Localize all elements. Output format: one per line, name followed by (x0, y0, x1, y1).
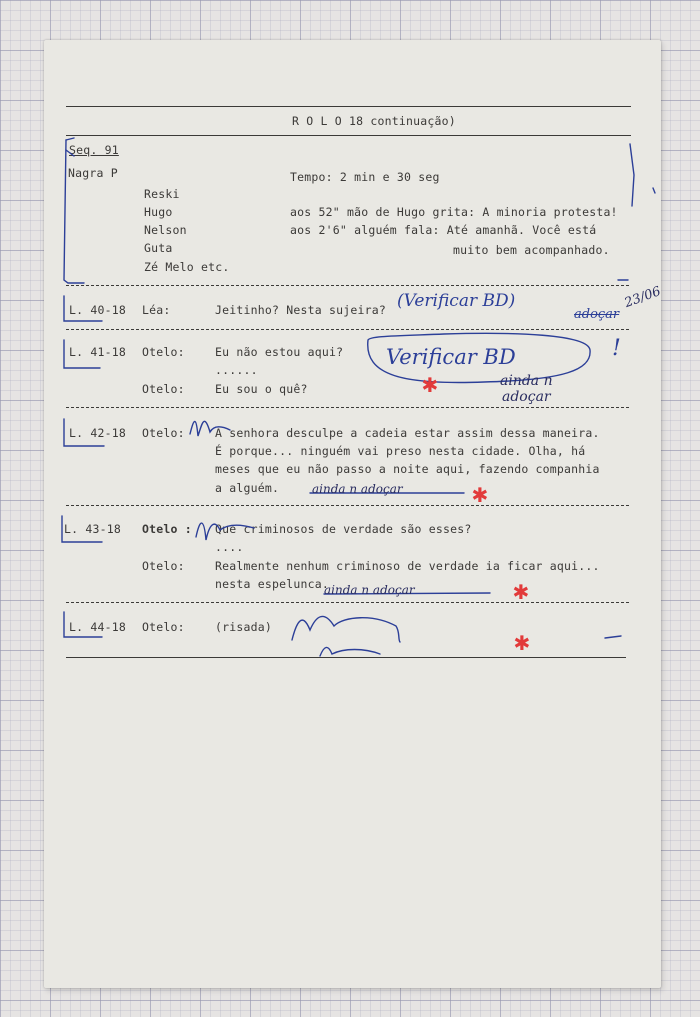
handwritten-note: adoçar (502, 389, 551, 405)
dialogue-text: a alguém. (215, 481, 280, 495)
line-id: L. 44-18 (69, 620, 126, 634)
speaker: Otelo : (142, 522, 192, 536)
cast-member: Zé Melo etc. (144, 260, 230, 274)
speaker: Otelo: (142, 382, 185, 396)
handwritten-note: Verificar BD (386, 345, 516, 369)
dialogue-text: Jeitinho? Nesta sujeira? (215, 303, 386, 317)
handwritten-note: (Verificar BD) (397, 291, 516, 311)
dialogue-text: meses que eu não passo a noite aqui, fazendo companhia (215, 462, 600, 476)
dialogue-text: Eu não estou aqui? (215, 345, 344, 359)
cast-member: Hugo (144, 205, 173, 219)
line-id: L. 41-18 (69, 345, 126, 359)
script-page (44, 40, 661, 988)
tempo-label: Tempo: 2 min e 30 seg (290, 170, 440, 184)
pen-strokes (44, 40, 661, 988)
dialogue-text: A senhora desculpe a cadeia estar assim dessa maneira. (215, 426, 600, 440)
seq-label: Seq. 91 (69, 143, 119, 157)
dialogue-text: É porque... ninguém vai preso nesta cidade. Olha, há (215, 444, 586, 458)
cast-member: Guta (144, 241, 173, 255)
sound-note: muito bem acompanhado. (453, 243, 610, 257)
speaker: Léa: (142, 303, 171, 317)
line-id: L. 42-18 (69, 426, 126, 440)
sound-note: aos 2'6" alguém fala: Até amanhã. Você está (290, 223, 597, 237)
dialogue-text: (risada) (215, 620, 272, 634)
red-asterisk-mark: ✱ (472, 479, 488, 509)
dialogue-text: Que criminosos de verdade são esses? (215, 522, 472, 536)
handwritten-note: adoçar (574, 307, 620, 322)
red-asterisk-mark: ✱ (422, 369, 438, 399)
speaker: Otelo: (142, 345, 185, 359)
speaker: Otelo: (142, 620, 185, 634)
speaker: Otelo: (142, 559, 185, 573)
dialogue-text: Realmente nenhum criminoso de verdade ia ficar aqui... (215, 559, 600, 573)
line-id: L. 43-18 (64, 522, 121, 536)
dialogue-text: .... (215, 540, 244, 554)
cast-member: Nelson (144, 223, 187, 237)
handwritten-date: 23/06 (622, 284, 663, 311)
dialogue-text: Eu sou o quê? (215, 382, 308, 396)
dialogue-text: ...... (215, 363, 258, 377)
handwritten-note: ainda n adoçar (312, 482, 403, 496)
handwritten-mark: ! (612, 336, 621, 361)
nagra-label: Nagra P (68, 166, 118, 180)
sound-note: aos 52" mão de Hugo grita: A minoria protesta! (290, 205, 618, 219)
handwritten-note: ainda n adoçar (324, 583, 415, 597)
page-title: R O L O 18 continuação) (292, 114, 456, 128)
cast-member: Reski (144, 187, 180, 201)
red-asterisk-mark: ✱ (513, 576, 529, 606)
speaker: Otelo: (142, 426, 185, 440)
dialogue-text: nesta espelunca. (215, 577, 329, 591)
red-asterisk-mark: ✱ (514, 627, 530, 657)
handwritten-note: ainda n (500, 373, 553, 389)
line-id: L. 40-18 (69, 303, 126, 317)
